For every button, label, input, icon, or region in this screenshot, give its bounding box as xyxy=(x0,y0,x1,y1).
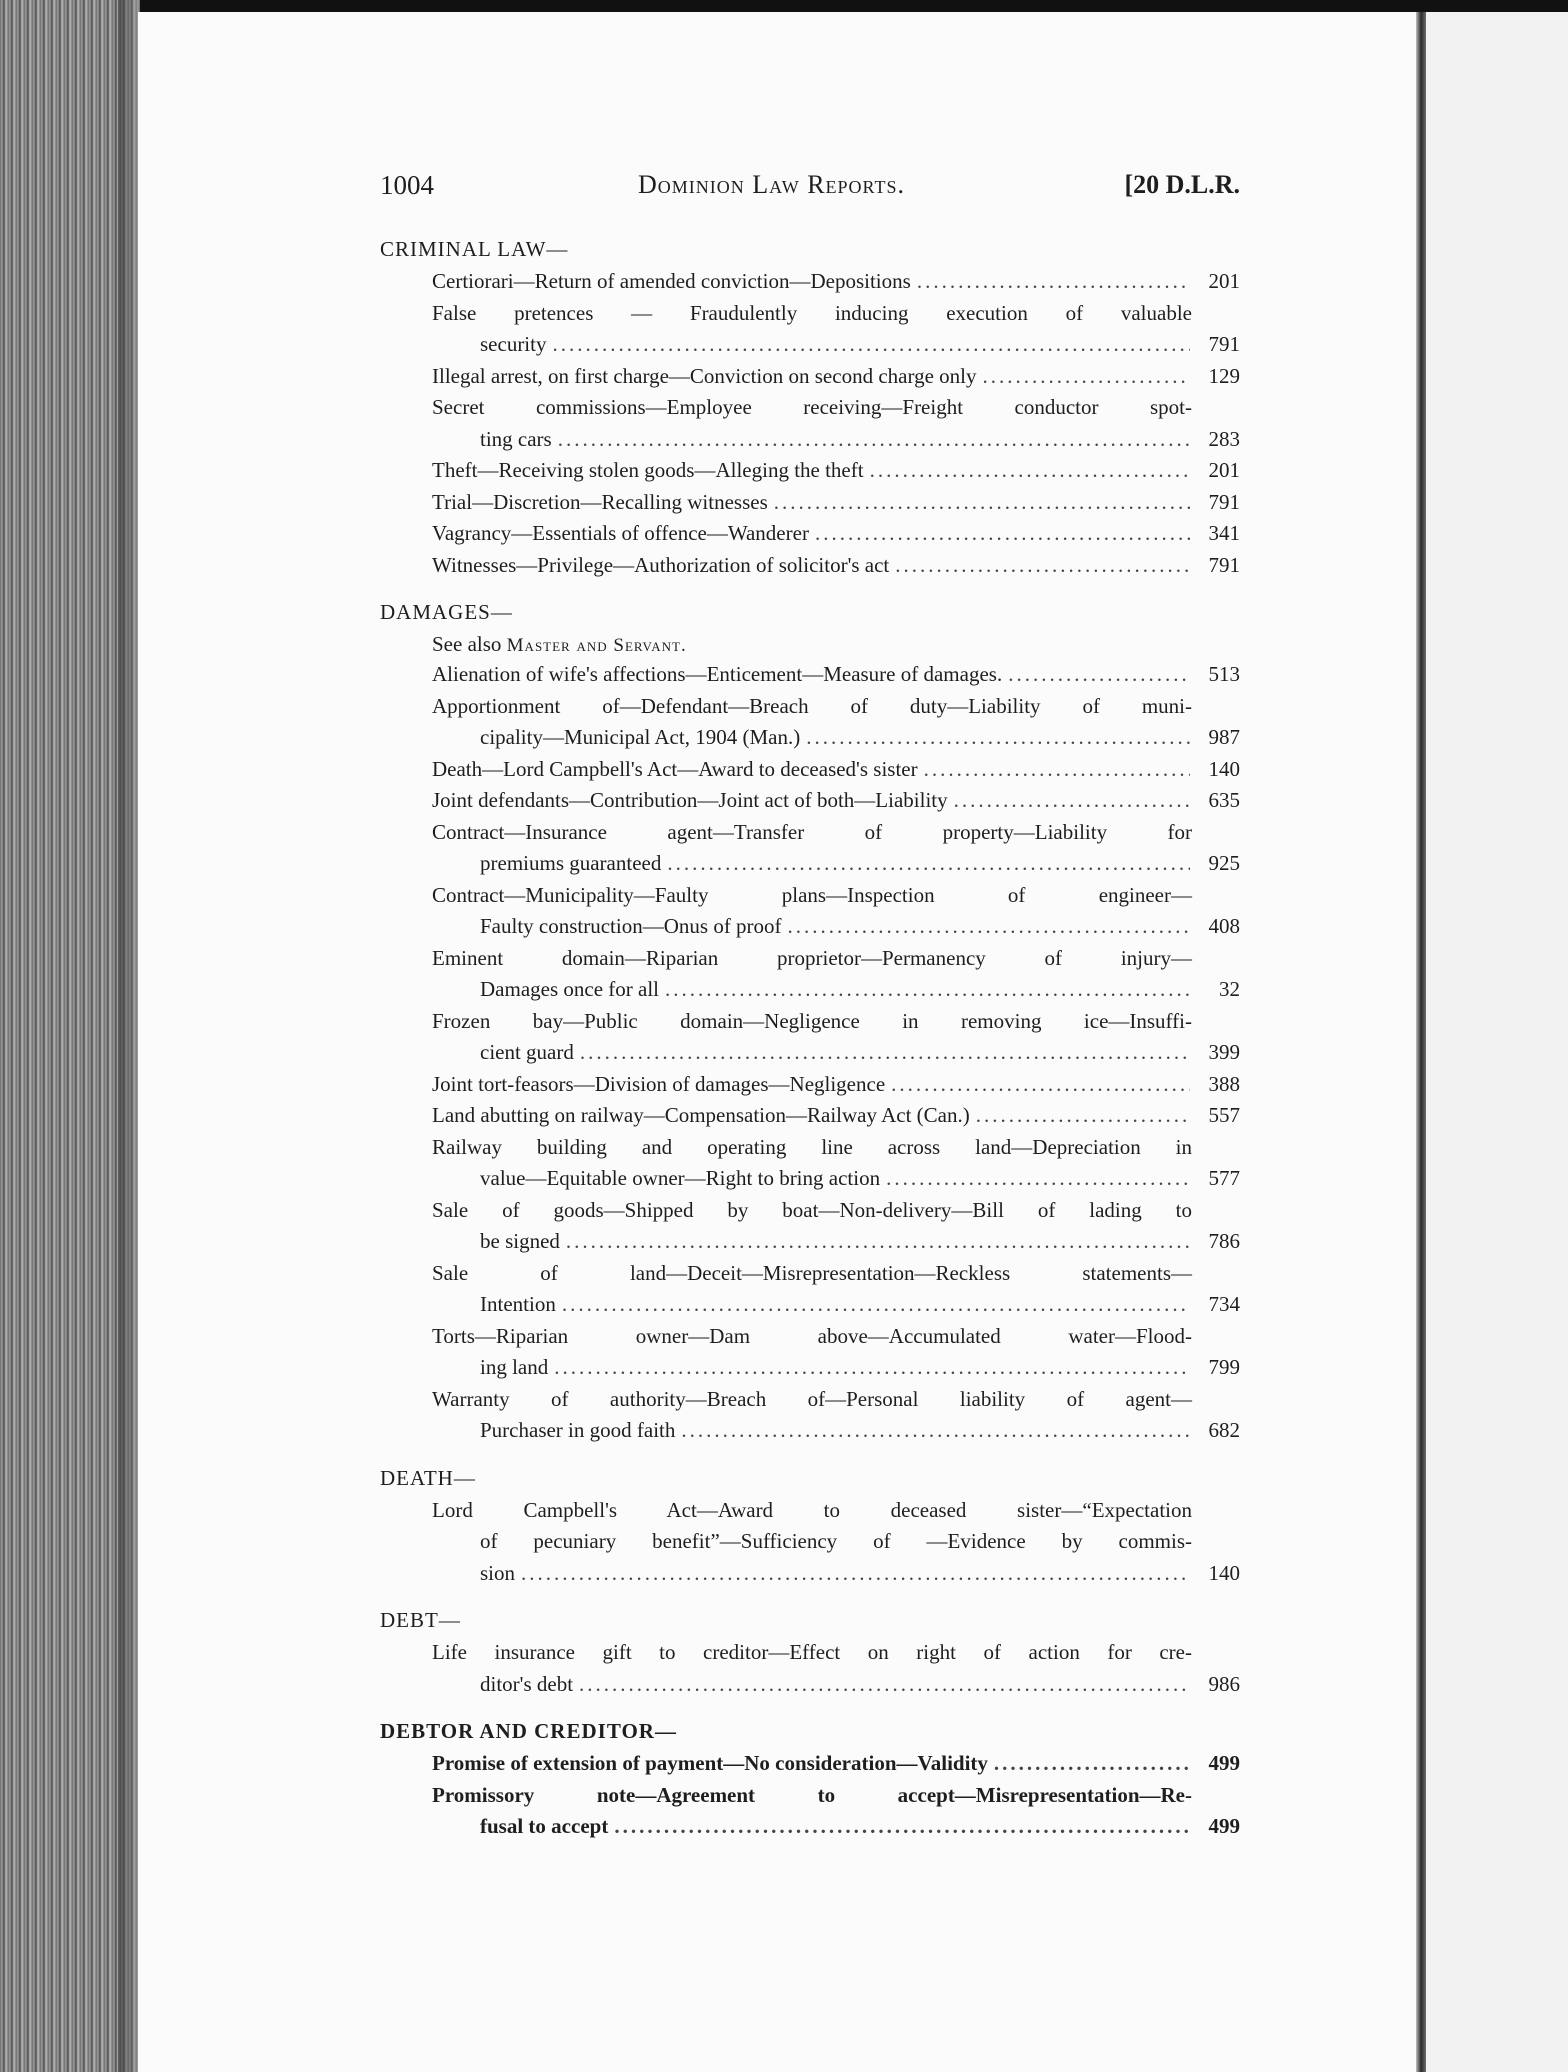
entry-final-line xyxy=(432,266,1240,298)
entry-text-line: Lord Campbell's Act—Award to deceased sister—“Expectation xyxy=(432,1497,1192,1522)
entry-text-line: Sale of land—Deceit—Misrepresentation—Reckless statements— xyxy=(432,1260,1192,1285)
entry-final-line xyxy=(432,1558,1240,1590)
dot-leader xyxy=(554,1352,1190,1384)
index-entry xyxy=(432,298,1240,361)
entry-text: Damages once for all xyxy=(480,977,660,1001)
dot-leader xyxy=(982,361,1190,393)
entry-final-line xyxy=(432,722,1240,754)
entry-final-line xyxy=(432,361,1240,393)
page-gutter xyxy=(1416,12,1426,2072)
see-also-target: Master and Servant. xyxy=(506,635,687,656)
page-reference: 499 xyxy=(1208,1751,1240,1775)
dot-leader xyxy=(579,1669,1190,1701)
entry-text: Vagrancy—Essentials of offence—Wanderer xyxy=(432,521,809,545)
running-title: Dominion Law Reports. xyxy=(638,170,905,199)
entry-text: premiums guaranteed xyxy=(480,851,662,875)
section-heading: DEBTOR AND CREDITOR— xyxy=(380,1719,677,1743)
page-reference: 341 xyxy=(1208,521,1240,545)
dot-leader xyxy=(891,1069,1190,1101)
entry-final-line xyxy=(432,424,1240,456)
entry-final-line xyxy=(432,848,1240,880)
page-reference: 791 xyxy=(1208,552,1240,577)
entry-text: Joint tort-feasors—Division of damages—Negligence xyxy=(432,1071,886,1096)
page-reference: 682 xyxy=(1208,1418,1240,1442)
entry-text: fusal to accept xyxy=(480,1814,609,1838)
entry-final-line xyxy=(432,659,1240,691)
section-heading: CRIMINAL LAW— xyxy=(380,237,569,261)
page-reference: 201 xyxy=(1208,458,1240,482)
page-reference: 32 xyxy=(1219,977,1240,1001)
entry-text: Promise of extension of payment—No consideration—Validity xyxy=(432,1751,988,1775)
see-also-reference xyxy=(432,629,1240,659)
entry-text: Faulty construction—Onus of proof xyxy=(480,914,782,938)
index-entry xyxy=(432,817,1240,880)
entry-final-line xyxy=(432,974,1240,1006)
index-entry xyxy=(432,392,1240,455)
dot-leader xyxy=(1008,659,1190,691)
index-entry xyxy=(432,754,1240,786)
entry-text: Witnesses—Privilege—Authorization of solicitor's act xyxy=(432,552,890,577)
page-reference: 791 xyxy=(1208,489,1240,514)
page-reference: 388 xyxy=(1208,1071,1240,1096)
spine-shadow xyxy=(118,0,140,2072)
entry-final-line xyxy=(432,1163,1240,1195)
dot-leader xyxy=(774,487,1190,519)
dot-leader xyxy=(665,974,1190,1006)
page-reference: 513 xyxy=(1208,662,1240,686)
entry-final-line xyxy=(432,1352,1240,1384)
dot-leader xyxy=(924,754,1190,786)
entry-final-line xyxy=(432,455,1240,487)
dot-leader xyxy=(521,1558,1190,1590)
dot-leader xyxy=(806,722,1190,754)
dot-leader xyxy=(788,911,1190,943)
index-entry xyxy=(432,1321,1240,1384)
entry-text-line: Warranty of authority—Breach of—Personal liability of agent— xyxy=(432,1386,1192,1411)
entry-text-line: Secret commissions—Employee receiving—Freight conductor spot- xyxy=(432,395,1192,419)
entry-text: Alienation of wife's affections—Enticement—Measure of damages. xyxy=(432,662,1003,686)
index-entry xyxy=(432,1258,1240,1321)
entry-text-line: Eminent domain—Riparian proprietor—Permanency of injury— xyxy=(432,945,1192,970)
section-heading: DEATH— xyxy=(380,1465,476,1490)
entry-final-line xyxy=(432,1069,1240,1101)
entry-final-line xyxy=(432,1289,1240,1321)
dot-leader xyxy=(681,1415,1190,1447)
entry-text: security xyxy=(480,332,547,356)
index-entry xyxy=(432,659,1240,691)
running-header xyxy=(380,170,1240,210)
index-entry xyxy=(432,550,1240,582)
page-reference: 986 xyxy=(1208,1671,1240,1696)
entry-final-line xyxy=(432,329,1240,361)
index-entry xyxy=(432,1006,1240,1069)
entry-text-line: Apportionment of—Defendant—Breach of duty—Liability of muni- xyxy=(432,693,1192,718)
entry-text-line: False pretences — Fraudulently inducing execution of valuable xyxy=(432,300,1192,325)
index-entry xyxy=(432,455,1240,487)
index-entry xyxy=(432,691,1240,754)
entry-text-line: Contract—Insurance agent—Transfer of property—Liability for xyxy=(432,819,1192,844)
entry-text: be signed xyxy=(480,1229,560,1253)
page-reference: 987 xyxy=(1208,725,1240,749)
entry-text: Land abutting on railway—Compensation—Railway Act (Can.) xyxy=(432,1103,970,1127)
entry-text: Joint defendants—Contribution—Joint act of both—Liability xyxy=(432,788,948,812)
page-reference: 499 xyxy=(1208,1814,1240,1838)
dot-leader xyxy=(558,424,1190,456)
entry-final-line xyxy=(432,1669,1240,1701)
index-body xyxy=(380,232,1240,1843)
entry-final-line xyxy=(432,1226,1240,1258)
page-reference: 399 xyxy=(1208,1040,1240,1064)
facing-page-edge xyxy=(1426,12,1568,2072)
entry-text: ing land xyxy=(480,1355,549,1379)
index-entry xyxy=(432,1069,1240,1101)
index-entry xyxy=(432,1384,1240,1447)
page-reference: 140 xyxy=(1208,756,1240,781)
entry-text: Certiorari—Return of amended conviction—Depositions xyxy=(432,269,911,293)
index-entry xyxy=(432,1780,1240,1843)
entry-text: cipality—Municipal Act, 1904 (Man.) xyxy=(480,725,801,749)
entry-text: Illegal arrest, on first charge—Conviction on second charge only xyxy=(432,363,977,388)
section-heading: DAMAGES— xyxy=(380,600,513,624)
entry-text: cient guard xyxy=(480,1040,574,1064)
entry-text: Theft—Receiving stolen goods—Alleging the theft xyxy=(432,458,864,482)
page-reference: 408 xyxy=(1208,914,1240,938)
entry-final-line xyxy=(432,911,1240,943)
entry-final-line xyxy=(432,754,1240,786)
entry-text: ting cars xyxy=(480,426,552,451)
index-entry xyxy=(432,1195,1240,1258)
volume-reference: [20 D.L.R. xyxy=(1124,170,1240,199)
index-entry xyxy=(432,1495,1240,1590)
dot-leader xyxy=(815,518,1190,550)
page-reference: 791 xyxy=(1208,332,1240,356)
entry-text-line: Sale of goods—Shipped by boat—Non-delivery—Bill of lading to xyxy=(432,1197,1192,1222)
index-entry xyxy=(432,1748,1240,1780)
page-reference: 201 xyxy=(1208,269,1240,293)
page-number: 1004 xyxy=(380,170,434,200)
dot-leader xyxy=(566,1226,1190,1258)
dot-leader xyxy=(954,785,1190,817)
page-reference: 635 xyxy=(1208,788,1240,812)
index-entry xyxy=(432,785,1240,817)
page-reference: 734 xyxy=(1208,1292,1240,1316)
entry-text: Trial—Discretion—Recalling witnesses xyxy=(432,489,768,514)
index-entry xyxy=(432,1100,1240,1132)
entry-final-line xyxy=(432,518,1240,550)
dot-leader xyxy=(580,1037,1190,1069)
index-entry xyxy=(432,880,1240,943)
page-reference: 283 xyxy=(1208,426,1240,451)
page-reference: 799 xyxy=(1208,1355,1240,1379)
entry-text-line: Life insurance gift to creditor—Effect on right of action for cre- xyxy=(432,1640,1192,1664)
entry-final-line xyxy=(432,1037,1240,1069)
entry-text: Death—Lord Campbell's Act—Award to deceased's sister xyxy=(432,756,918,781)
entry-text-line: Torts—Riparian owner—Dam above—Accumulated water—Flood- xyxy=(432,1323,1192,1348)
dot-leader xyxy=(562,1289,1190,1321)
dot-leader xyxy=(667,848,1190,880)
index-entry xyxy=(432,1637,1240,1700)
entry-text-line: Frozen bay—Public domain—Negligence in removing ice—Insuffi- xyxy=(432,1008,1192,1033)
see-also-prefix: See also xyxy=(432,632,502,656)
page-reference: 129 xyxy=(1208,363,1240,388)
index-entry xyxy=(432,1132,1240,1195)
page-reference: 925 xyxy=(1208,851,1240,875)
index-entry xyxy=(432,487,1240,519)
page-reference: 140 xyxy=(1208,1560,1240,1585)
entry-final-line xyxy=(432,550,1240,582)
page-reference: 557 xyxy=(1208,1103,1240,1127)
entry-text-line: Contract—Municipality—Faulty plans—Inspection of engineer— xyxy=(432,882,1192,907)
entry-text-line: Railway building and operating line across land—Depreciation in xyxy=(432,1134,1192,1159)
entry-final-line xyxy=(432,1100,1240,1132)
dot-leader xyxy=(552,329,1190,361)
page-reference: 577 xyxy=(1208,1166,1240,1190)
index-entry xyxy=(432,361,1240,393)
entry-text: Intention xyxy=(480,1292,556,1316)
entry-final-line xyxy=(432,1811,1240,1843)
dot-leader xyxy=(976,1100,1190,1132)
entry-final-line xyxy=(432,487,1240,519)
dot-leader xyxy=(886,1163,1190,1195)
section-heading: DEBT— xyxy=(380,1608,461,1632)
dot-leader xyxy=(895,550,1190,582)
dot-leader xyxy=(994,1748,1190,1780)
entry-text: ditor's debt xyxy=(480,1671,574,1696)
entry-final-line xyxy=(432,1748,1240,1780)
entry-text-line: of pecuniary benefit”—Sufficiency of —Evidence by commis- xyxy=(480,1529,1192,1553)
dot-leader xyxy=(870,455,1190,487)
entry-final-line xyxy=(432,1415,1240,1447)
entry-text: value—Equitable owner—Right to bring action xyxy=(480,1166,881,1190)
index-entry xyxy=(432,266,1240,298)
entry-final-line xyxy=(432,785,1240,817)
entry-text-line: Promissory note—Agreement to accept—Misrepresentation—Re- xyxy=(432,1782,1192,1807)
page-reference: 786 xyxy=(1208,1229,1240,1253)
index-entry xyxy=(432,518,1240,550)
dot-leader xyxy=(917,266,1190,298)
entry-text: sion xyxy=(480,1560,516,1585)
index-entry xyxy=(432,943,1240,1006)
dot-leader xyxy=(614,1811,1190,1843)
entry-text: Purchaser in good faith xyxy=(480,1418,676,1442)
